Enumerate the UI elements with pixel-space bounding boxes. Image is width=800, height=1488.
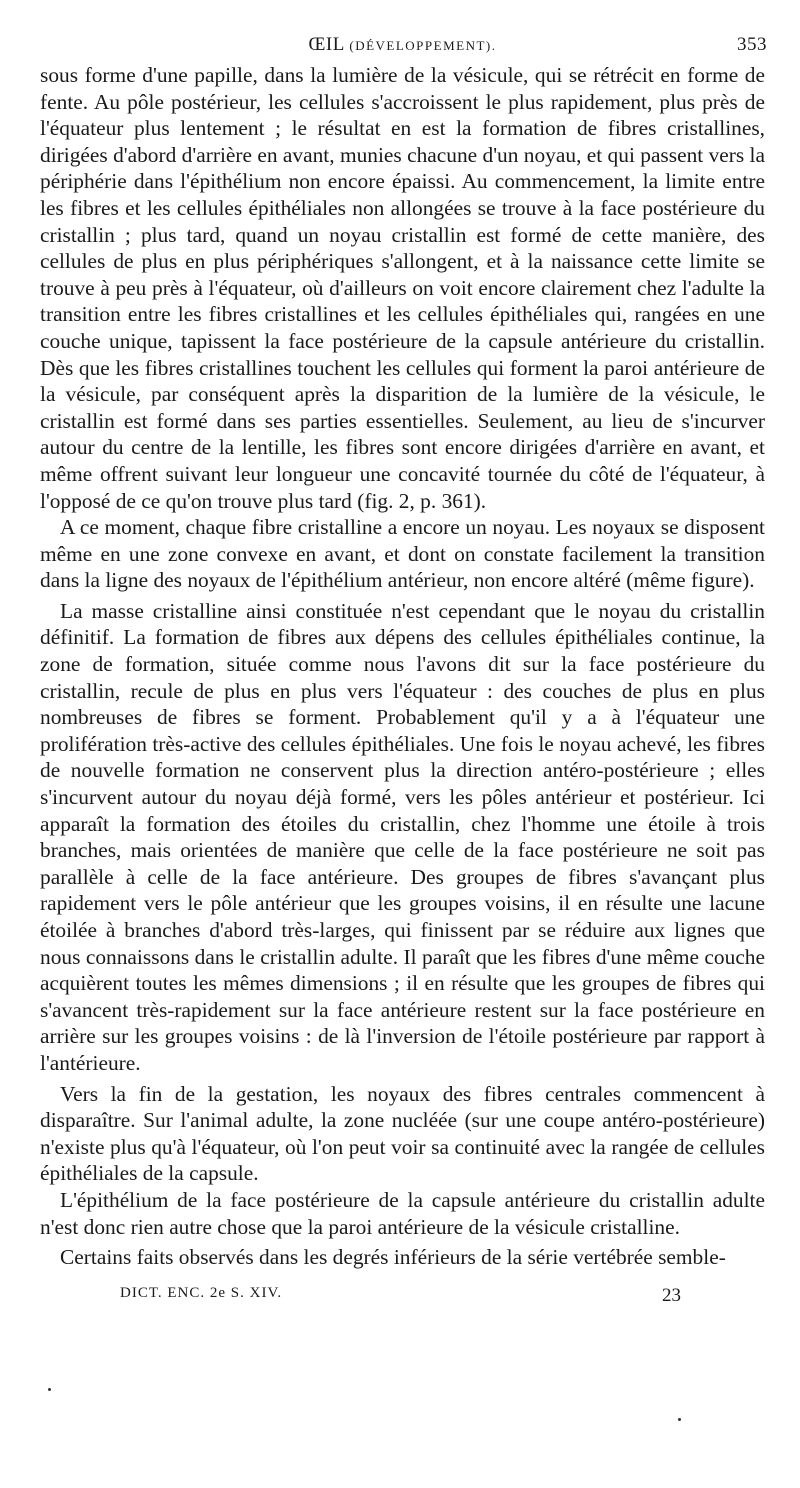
paragraph-5: L'épithélium de la face postérieure de la capsule antérieure du cristallin adulte n'est donc rien autre chose que la paroi antérieure de la vésicule cristalline. (40, 1187, 765, 1239)
page-number: 353 (737, 34, 767, 55)
sheet-number: 23 (662, 1284, 681, 1306)
running-title-sub: (DÉVELOPPEMENT). (349, 38, 497, 53)
running-title-main: ŒIL (308, 34, 345, 55)
paragraph-3: La masse cristalline ainsi constituée n'est cependant que le noyau du cristallin définitif. La formation de fibres aux dépens des cellules épithéliales continue, la zone de formation, située comme nous l'avons dit sur la face postérieure du cristallin, recule de plus en plus vers l'équateur : des couches de plus en plus nombreuses de fibres se forment. Probablement qu'il y a à l'équateur une prolifération très-active des cellules épithéliales. Une fois le noyau achevé, les fibres de nouvelle formation ne conservent plus la direction antéro-postérieure ; elles s'incurvent autour du noyau déjà formé, vers les pôles antérieur et postérieur. Ici apparaît la formation des étoiles du cristallin, chez l'homme une étoile à trois branches, mais orientées de manière que celle de la face postérieure ne soit pas parallèle à celle de la face antérieure. Des groupes de fibres s'avançant plus rapidement vers le pôle antérieur que les groupes voisins, il en résulte une lacune étoilée à branches d'abord très-larges, qui finissent par se réduire aux lignes que nous connaissons dans le cristallin adulte. Il paraît que les fibres d'une même couche acquièrent toutes les mêmes dimensions ; il en résulte que les groupes de fibres qui s'avancent très-rapidement sur la face antérieure restent sur la face postérieure en arrière sur les groupes voisins : de là l'inversion de l'étoile postérieure par rapport à l'antérieure. (40, 598, 765, 1075)
body-text (40, 62, 765, 1271)
paragraph-6: Certains faits observés dans les degrés inférieurs de la série vertébrée semble- (60, 1245, 726, 1270)
print-speck (678, 1418, 681, 1421)
signature-mark: DICT. ENC. 2e S. XIV. (120, 1284, 283, 1301)
print-speck (48, 1388, 51, 1391)
running-title (40, 34, 765, 56)
page (40, 28, 765, 1319)
paragraph-4: Vers la fin de la gestation, les noyaux des fibres centrales commencent à disparaître. Sur l'animal adulte, la zone nucléée (sur une coupe antéro-postérieure) n'existe plus qu'à l'équateur, où l'on peut voir sa continuité avec la rangée de cellules épithéliales de la capsule. (40, 1081, 765, 1186)
running-header (40, 28, 765, 62)
paragraph-2: A ce moment, chaque fibre cristalline a encore un noyau. Les noyaux se disposent même en une zone convexe en avant, et dont on constate facilement la transition dans la ligne des noyaux de l'épithélium antérieur, non encore altéré (même figure). (40, 515, 765, 593)
paragraph-1: sous forme d'une papille, dans la lumière de la vésicule, qui se rétrécit en forme de fente. Au pôle postérieur, les cellules s'accroissent le plus rapidement, plus près de l'équateur plus lentement ; le résultat en est la formation de fibres cristallines, dirigées d'abord d'arrière en avant, munies chacune d'un noyau, et qui passent vers la périphérie dans l'épithélium non encore épaissi. Au commencement, la limite entre les fibres et les cellules épithéliales non allongées se trouve à la face postérieure du cristallin ; plus tard, quand un noyau cristallin est formé de cette manière, des cellules de plus en plus périphériques s'allongent, et à la naissance cette limite se trouve à peu près à l'équateur, où d'ailleurs on voit encore clairement chez l'adulte la transition entre les fibres cristallines et les cellules épithéliales qui, rangées en une couche unique, tapissent la face postérieure de la capsule antérieure du cristallin. Dès que les fibres cristallines touchent les cellules qui forment la paroi antérieure de la vésicule, par conséquent après la disparition de la lumière de la vésicule, le cristallin est formé dans ses parties essentielles. Seulement, au lieu de s'incurver autour du centre de la lentille, les fibres sont encore dirigées d'arrière en avant, et même offrent suivant leur longueur une concavité tournée du côté de l'équateur, à l'opposé de ce qu'on trouve plus tard (fig. 2, p. 361). (40, 63, 765, 513)
page-footer (40, 1279, 765, 1319)
